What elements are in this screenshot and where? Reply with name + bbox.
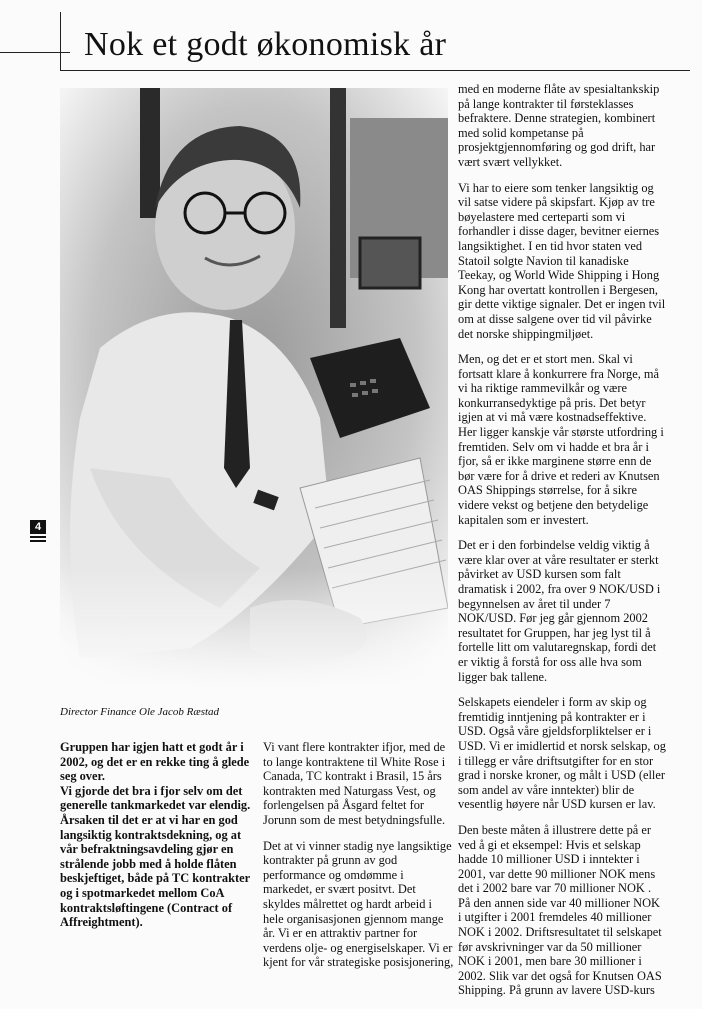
body-paragraph: Det at vi vinner stadig nye langsiktige kontrakter på grunn av god performance og omdømme i markedet, er svært positvt. Det skyldes målrettet og hardt arbeid i hele organisasjonen gjennom mange år. Vi er en attraktiv partner for verdens olje- og energiselskaper. Vi er kjent for vår strategiske posisjonering, xyxy=(263,838,454,970)
page-number-rule xyxy=(30,536,46,538)
body-paragraph: Det er i den forbindelse veldig viktig å være klar over at våre resultater er sterkt påvirket av USD kursen som falt dramatisk i 2002, fra over 9 NOK/USD i begynnelsen av året til under 7 NOK/USD. Før jeg går gjennom 2002 resultatet for Gruppen, har jeg lyst til å fortelle litt om valutaregnskap, fordi det er viktig å forstå for oss alle hva som ligger bak tallene. xyxy=(458,538,661,684)
body-paragraph: Vi har to eiere som tenker langsiktig og vil satse videre på skipsfart. Kjøp av tre bøyelastere med certeparti som vi forhandler i disse dager, bevitner eiernes langsiktighet. I en tid hvor staten ved Statoil solgte Navion til kanadiske Teekay, og World Wide Shipping i Hong Kong har overtatt kontrollen i Bergesen, gir dette viktige signaler. Det er ingen tvil om at disse salgene over tid vil påvirke det norske shippingmiljøet. xyxy=(458,180,666,341)
page-number-rule xyxy=(30,540,46,542)
page-number-badge xyxy=(30,520,46,544)
lead-paragraph: Gruppen har igjen hatt et godt år i 2002, og det er en rekke ting å glede seg over. xyxy=(60,740,250,784)
header-rule-vertical xyxy=(60,12,61,71)
portrait-photo xyxy=(60,88,448,688)
lead-column xyxy=(60,740,256,930)
body-paragraph: Men, og det er et stort men. Skal vi fortsatt klare å konkurrere fra Norge, må vi ha riktige rammevilkår og være konkurransedyktige på pris. Det betyr igjen at vi må være kostnadseffektive. Her ligger kanskje vår største utfordring i fremtiden. Selv om vi hadde et bra år i fjor, så er ikke marginene større enn de bør være for å drive et rederi av Knutsen OAS Shippings størrelse, for å sikre videre vekst og betjene den betydelige kapitalen som er investert. xyxy=(458,352,664,527)
header-rule xyxy=(60,70,690,71)
right-column xyxy=(458,82,666,1009)
page-number: 4 xyxy=(30,520,46,534)
page-title: Nok et godt økonomisk år xyxy=(84,26,447,63)
middle-column xyxy=(263,740,455,981)
photo-caption: Director Finance Ole Jacob Ræstad xyxy=(60,706,220,718)
lead-paragraph: Vi gjorde det bra i fjor selv om det generelle tankmarkedet var elendig. Årsaken til det er at vi har en god langsiktig kontraktsdekning, og at vår befraktningsavdeling gjør en strålende jobb med å holde flåten beskjeftiget, både på TC kontrakter og i spotmarkedet mellom CoA kontraktsløftingene (Contract of Affreightment). xyxy=(60,783,251,930)
body-paragraph: Vi vant flere kontrakter ifjor, med de to lange kontraktene til White Rose i Canada, TC kontrakt i Brasil, 15 års kontrakten med Naturgass Vest, og forlengelsen på Åsgard feltet for Jorunn som de mest betydningsfulle. xyxy=(263,740,446,827)
body-paragraph: Den beste måten å illustrere dette på er ved å gi et eksempel: Hvis et selskap hadde 10 millioner USD i inntekter i 2001, var dette 90 millioner NOK mens det i 2002 bare var 70 millioner NOK . På den annen side var 40 millioner NOK i utgifter i 2001 fremdeles 40 millioner NOK i 2002. Driftsresultatet til selskapet før avskrivninger var da 50 millioner NOK i 2001, men bare 30 millioner i 2002. Slik var det også for Knutsen OAS Shipping. På grunn av lavere USD-kurs xyxy=(458,822,662,998)
body-paragraph: Selskapets eiendeler i form av skip og fremtidig inntjening på kontrakter er i USD. Også våre gjeldsforpliktelser er i USD. Vi er imidlertid et norsk selskap, og i tillegg er våre driftsutgifter for en stor grad i norske kroner, og målt i USD (eller som andel av våre inntekter) blir de vesentlig høyere når USD kursen er lav. xyxy=(458,695,666,812)
body-paragraph: med en moderne flåte av spesialtankskip på lange kontrakter til førsteklasses befraktere. Denne strategien, kombinert med solid kompetanse på prosjektgjennomføring og god drift, har vært svært vellykket. xyxy=(458,82,660,169)
